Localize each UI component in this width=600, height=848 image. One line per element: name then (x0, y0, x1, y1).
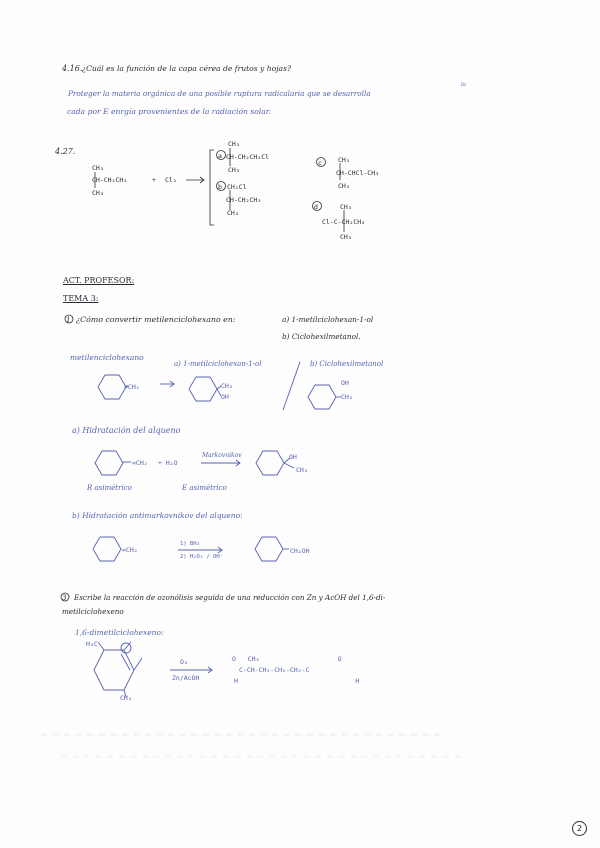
product-label: c (318, 159, 322, 167)
product-line: CH-CH₂CH₃ (226, 196, 262, 204)
substituent: =CH₂ (122, 546, 138, 554)
note: R asimétrico (87, 484, 132, 492)
cyclohexane-ring (189, 377, 217, 401)
product-line: CH₃ (228, 166, 240, 174)
substituent: CH₃ (221, 382, 233, 390)
section-heading: ACT. PROFESOR: (63, 276, 135, 285)
plus-sign: + (152, 176, 156, 184)
product-line: CH-CHCl-CH₃ (336, 169, 380, 177)
answer-line: cada por E enrgía provenientes de la radiación solar. (67, 107, 271, 116)
product-label: a (218, 152, 222, 160)
step-title: a) Hidratación del alqueno (72, 426, 181, 435)
product-line: O CH₃ O (232, 655, 342, 663)
product-line: CH₂Cl (227, 183, 247, 191)
divider (283, 362, 300, 410)
cyclohexane-ring (308, 385, 336, 409)
product-label: b (218, 183, 222, 191)
substituent: CH₃ (296, 466, 308, 474)
reagent: + H₂O (158, 459, 178, 467)
reactant-line: CH₃ (92, 164, 104, 172)
cyclohexane-ring (255, 537, 283, 561)
ring-substituent: H₃C (86, 640, 98, 648)
substituent: =CH₂ (124, 383, 140, 391)
cyclohexane-ring (256, 451, 284, 475)
product-group: CH₂OH (290, 547, 310, 555)
route-label: a) 1-metilciclohexan-1-ol (174, 360, 262, 368)
exercise-number-circle (65, 315, 73, 323)
answer-line: Proteger la materia orgánica de una posible ruptura radicalaria que se desarrolla (68, 89, 371, 98)
reagent: 1) BH₃ (180, 541, 200, 547)
cyclohexane-ring (98, 375, 126, 399)
product-line: CH₃ (228, 140, 240, 148)
question-text: ¿Cuál es la función de la capa cérea de frutos y hojas? (82, 64, 292, 73)
reaction-arrow (95, 148, 344, 232)
substituent: OH (221, 393, 229, 401)
bleed-through-text: ~ ~ ~ ~ ~ ~ ~ ~ ~ ~ ~ ~ ~ ~ ~ ~ ~ ~ ~ ~ ~ ~ ~ ~ ~ ~ ~ ~ ~ ~ ~ ~ ~ ~ ~ (60, 752, 462, 763)
step-title: b) Hidratación antimarkovnikov del alqueno: (72, 511, 243, 520)
exercise-number: 3 (62, 594, 67, 602)
reagent: Zn/AcOH (172, 674, 200, 682)
reaction-condition: Markovnikov (202, 452, 242, 459)
reagent: 2) H₂O₂ / OH⁻ (180, 554, 224, 560)
reagent: Cl₂ (165, 176, 177, 184)
product-line: CH₃ (338, 156, 350, 164)
reactant-line: CH₃ (92, 189, 104, 197)
exercise-number-circle (61, 593, 69, 601)
reactant-line: CH-CH₂CH₃ (92, 176, 128, 184)
product-line: CH₃ (340, 203, 352, 211)
bleed-through-text: ≈ ≈ ≈ ≈ ≈ ≈ ≈ ≈ ≈ ≈ ≈ ≈ ≈ ≈ ≈ ≈ ≈ ≈ ≈ ≈ ≈ ≈ ≈ ≈ ≈ ≈ ≈ ≈ ≈ ≈ ≈ ≈ ≈ ≈ ≈ (40, 730, 442, 741)
substituent: CH₃ (341, 393, 353, 401)
question-number: 4.16. (62, 64, 83, 73)
compound-label: 1,6-dimetilciclohexeno: (75, 628, 164, 637)
exercise-option: b) Ciclohexilmetanol. (282, 332, 361, 341)
route-label: b) Ciclohexilmetanol (310, 360, 384, 368)
exercise-option: a) 1-metilciclohexan-1-ol (282, 315, 374, 324)
cyclohexene-ring (94, 650, 134, 690)
product-line: Cl-C-CH₂CH₃ (322, 218, 366, 226)
product-line: C-CH-CH₂-CH₂-CH₂-C (239, 666, 310, 674)
product-line: CH-CH₂CH₂Cl (226, 153, 270, 161)
note: E asimétrico (182, 484, 227, 492)
exercise-number: 1 (66, 316, 71, 324)
cyclohexane-ring (93, 537, 121, 561)
substituent: OH (341, 379, 349, 387)
page-number: 2 (572, 821, 587, 836)
exercise-text: Escribe la reacción de ozonólisis seguida de una reducción con Zn y AcOH del 1,6-di- (74, 593, 386, 602)
answer-superscript: la (461, 82, 467, 88)
product-label: d (314, 203, 318, 211)
product-line: CH₃ (340, 233, 352, 241)
reagent: O₃ (180, 658, 188, 666)
substituent: OH (289, 453, 297, 461)
exercise-text: metilciclohexeno (62, 607, 124, 616)
ring-substituent: CH₃ (120, 694, 132, 702)
exercise-text: ¿Cómo convertir metilenciclohexano en: (76, 315, 236, 324)
product-line: H H (234, 677, 360, 685)
question-number: 4.27. (55, 147, 76, 156)
substituent: =CH₂ (132, 459, 148, 467)
compound-label: metilenciclohexano (70, 353, 144, 362)
cyclohexane-ring (95, 451, 123, 475)
product-line: CH₃ (227, 209, 239, 217)
product-line: CH₃ (338, 182, 350, 190)
topic-heading: TEMA 3: (63, 294, 99, 303)
